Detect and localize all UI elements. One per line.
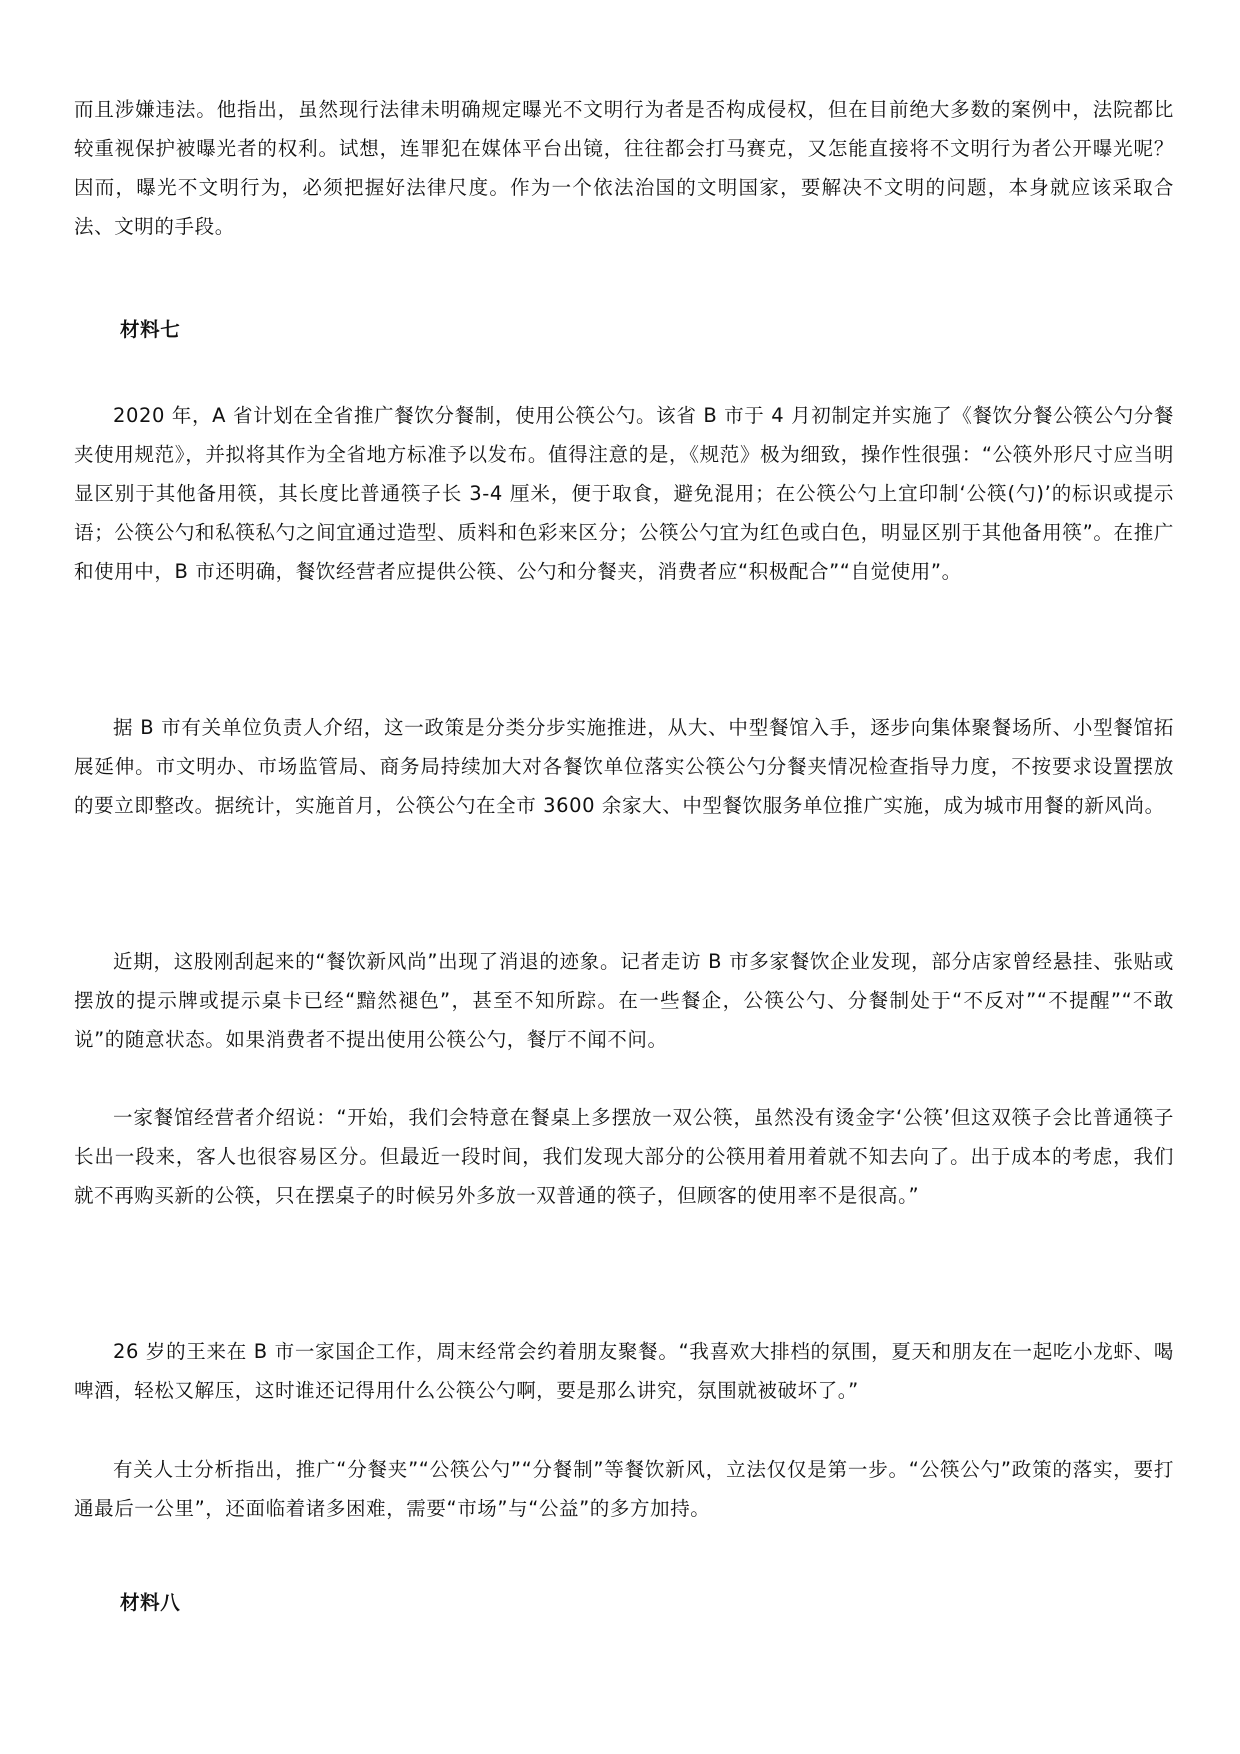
paragraph-continued: 而且涉嫌违法。他指出，虽然现行法律未明确规定曝光不文明行为者是否构成侵权，但在目前绝大多数的案例中，法院都比较重视保护被曝光者的权利。试想，连罪犯在媒体平台出镜，往往都会打马赛克，又怎能直接将不文明行为者公开曝光呢？因而，曝光不文明行为，必须把握好法律尺度。作为一个依法治国的文明国家，要解决不文明的问题，本身就应该采取合法、文明的手段。 <box>74 98 1174 238</box>
section-heading-material-7: 材料七 <box>120 318 181 341</box>
section-heading-material-8: 材料八 <box>120 1591 181 1614</box>
paragraph: 有关人士分析指出，推广“分餐夹”“公筷公勺”“分餐制”等餐饮新风，立法仅仅是第一步。“公筷公勺”政策的落实，要打通最后一公里”，还面临着诸多困难，需要“市场”与“公益”的多方加持。 <box>74 1458 1174 1520</box>
paragraph: 26 岁的王来在 B 市一家国企工作，周末经常会约着朋友聚餐。“我喜欢大排档的氛围，夏天和朋友在一起吃小龙虾、喝啤酒，轻松又解压，这时谁还记得用什么公筷公勺啊，要是那么讲究，氛围就被破坏了。” <box>74 1340 1174 1402</box>
paragraph: 一家餐馆经营者介绍说：“开始，我们会特意在餐桌上多摆放一双公筷，虽然没有烫金字‘公筷’但这双筷子会比普通筷子长出一段来，客人也很容易区分。但最近一段时间，我们发现大部分的公筷用着用着就不知去向了。出于成本的考虑，我们就不再购买新的公筷，只在摆桌子的时候另外多放一双普通的筷子，但顾客的使用率不是很高。” <box>74 1106 1174 1207</box>
paragraph: 据 B 市有关单位负责人介绍，这一政策是分类分步实施推进，从大、中型餐馆入手，逐步向集体聚餐场所、小型餐馆拓展延伸。市文明办、市场监管局、商务局持续加大对各餐饮单位落实公筷公勺分餐夹情况检查指导力度，不按要求设置摆放的要立即整改。据统计，实施首月，公筷公勺在全市 3600 余家大、中型餐饮服务单位推广实施，成为城市用餐的新风尚。 <box>74 716 1174 817</box>
paragraph: 2020 年，A 省计划在全省推广餐饮分餐制，使用公筷公勺。该省 B 市于 4 月初制定并实施了《餐饮分餐公筷公勺分餐夹使用规范》，并拟将其作为全省地方标准予以发布。值得注意的是，《规范》极为细致，操作性很强：“公筷外形尺寸应当明显区别于其他备用筷，其长度比普通筷子长 3-4 厘米，便于取食，避免混用；在公筷公勺上宜印制‘公筷(勺)’的标识或提示语；公筷公勺和私筷私勺之间宜通过造型、质料和色彩来区分；公筷公勺宜为红色或白色，明显区别于其他备用筷”。在推广和使用中，B 市还明确，餐饮经营者应提供公筷、公勺和分餐夹，消费者应“积极配合”“自觉使用”。 <box>74 404 1174 583</box>
paragraph: 近期，这股刚刮起来的“餐饮新风尚”出现了消退的迹象。记者走访 B 市多家餐饮企业发现，部分店家曾经悬挂、张贴或摆放的提示牌或提示桌卡已经“黯然褪色”，甚至不知所踪。在一些餐企，公筷公勺、分餐制处于“不反对”“不提醒”“不敢说”的随意状态。如果消费者不提出使用公筷公勺，餐厅不闻不问。 <box>74 950 1174 1051</box>
